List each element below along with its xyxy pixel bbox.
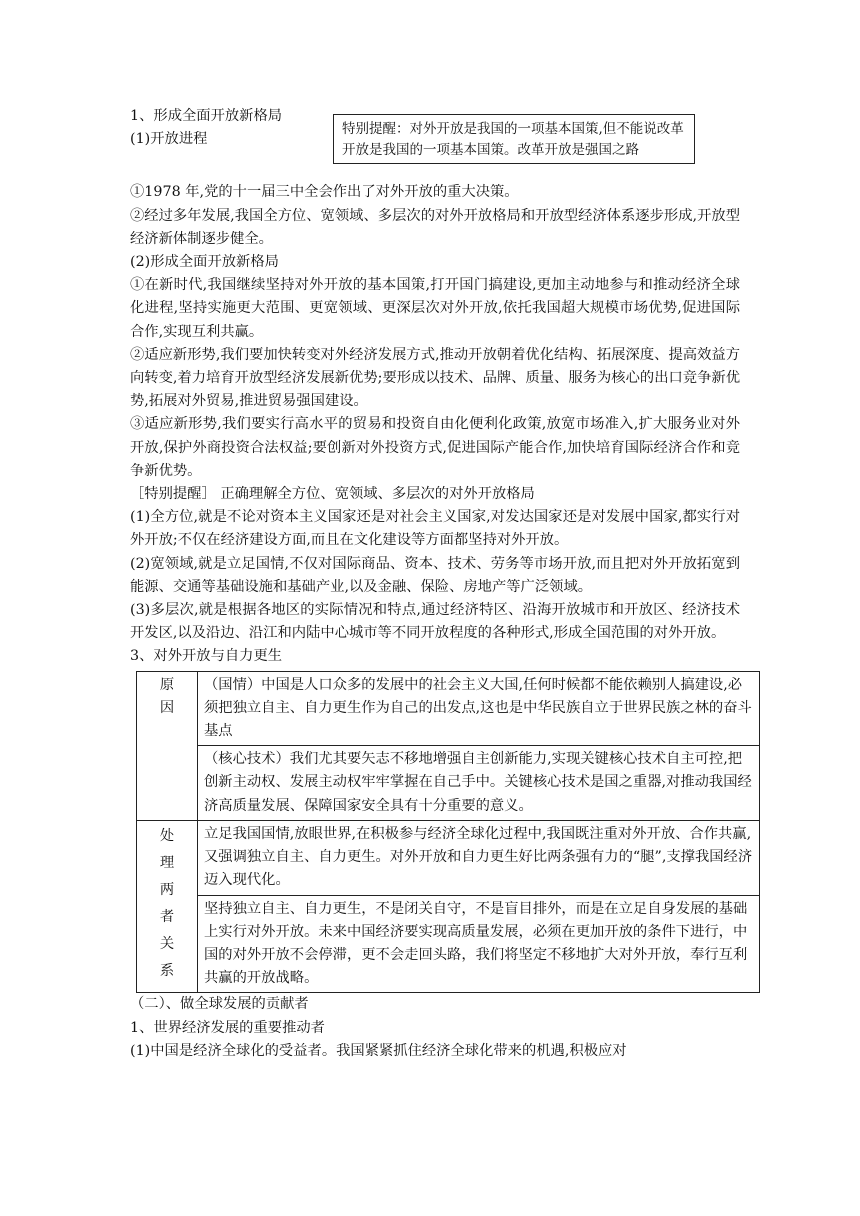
table-row bbox=[137, 820, 760, 895]
section-heading-3: 3、对外开放与自力更生 bbox=[130, 648, 283, 665]
section-heading-1: 1、形成全面开放新格局 bbox=[130, 108, 283, 124]
paragraph: ③适应新形势,我们要实行高水平的贸易和投资自由化便利化政策,放宽市场准入,扩大服务业对外开放,保护外商投资合法权益;要创新对外投资方式,促进国际产能合作,加快培育国际经济合作和竞争新优势。 bbox=[130, 416, 740, 479]
table-row bbox=[137, 746, 760, 821]
paragraph: ①1978 年,党的十一届三中全会作出了对外开放的重大决策。 bbox=[130, 184, 519, 201]
table-cell: （核心技术）我们尤其要矢志不移地增强自主创新能力,实现关键核心技术自主可控,把创新主动权、发展主动权牢牢掌握在自己手中。关键核心技术是国之重器,对推动我国经济高质量发展、保障国家安全具有十分重要的意义。 bbox=[198, 746, 760, 821]
table-cell: （国情）中国是人口众多的发展中的社会主义大国,任何时候都不能依赖别人搞建设,必须把独立自主、自力更生作为自己的出发点,这也是中华民族自立于世界民族之林的奋斗基点 bbox=[198, 671, 760, 746]
special-reminder-text: 特别提醒：对外开放是我国的一项基本国策,但不能说改革开放是我国的一项基本国策。改革开放是强国之路 bbox=[342, 121, 684, 158]
subheading: (2)形成全面开放新格局 bbox=[130, 254, 279, 271]
subheading: 1、世界经济发展的重要推动者 bbox=[130, 1019, 325, 1036]
paragraph: ②经过多年发展,我国全方位、宽领域、多层次的对外开放格局和开放型经济体系逐步形成,开放型经济新体制逐步健全。 bbox=[130, 207, 740, 247]
table-cell: 坚持独立自主、自力更生，不是闭关自守，不是盲目排外，而是在立足自身发展的基础上实行对外开放。未来中国经济要实现高质量发展，必须在更加开放的条件下进行，中国的对外开放不会停滞，更不会走回头路，我们将坚定不移地扩大对外开放，奉行互利共赢的开放战略。 bbox=[198, 895, 760, 993]
special-reminder-heading: ［特别提醒］ 正确理解全方位、宽领域、多层次的对外开放格局 bbox=[130, 486, 535, 503]
paragraph: (2)宽领域,就是立足国情,不仅对国际商品、资本、技术、劳务等市场开放,而且把对外开放拓宽到能源、交通等基础设施和基础产业,以及金融、保险、房地产等广泛领域。 bbox=[130, 555, 740, 595]
opening-selfreliance-table bbox=[136, 671, 760, 994]
paragraph: ①在新时代,我国继续坚持对外开放的基本国策,打开国门搞建设,更加主动地参与和推动经济全球化进程,坚持实施更大范围、更宽领域、更深层次对外开放,依托我国超大规模市场优势,促进国际合作,实现互利共赢。 bbox=[130, 277, 740, 340]
paragraph: ②适应新形势,我们要加快转变对外经济发展方式,推动开放朝着优化结构、拓展深度、提高效益方向转变,着力培育开放型经济发展新优势;要形成以技术、品牌、质量、服务为核心的出口竞争新优势,拓展对外贸易,推进贸易强国建设。 bbox=[130, 346, 740, 410]
table-cell: 立足我国国情,放眼世界,在积极参与经济全球化过程中,我国既注重对外开放、合作共赢,又强调独立自主、自力更生。对外开放和自力更生好比两条强有力的“腿”,支撑我国经济迈入现代化。 bbox=[198, 820, 760, 895]
paragraph: (3)多层次,就是根据各地区的实际情况和特点,通过经济特区、沿海开放城市和开放区、经济技术开发区,以及沿边、沿江和内陆中心城市等不同开放程度的各种形式,形成全国范围的对外开放。 bbox=[130, 602, 740, 642]
table-row bbox=[137, 671, 760, 746]
reason-label: 原因 bbox=[159, 676, 175, 716]
section-heading-2: （二）、做全球发展的贡献者 bbox=[130, 996, 309, 1013]
subheading-opening-process: (1)开放进程 bbox=[130, 131, 208, 148]
handle-label: 处理两者关系 bbox=[159, 827, 175, 979]
handle-label-cell bbox=[137, 820, 198, 992]
paragraph: (1)全方位,就是不论对资本主义国家还是对社会主义国家,对发达国家还是对发展中国家,都实行对外开放;不仅在经济建设方面,而且在文化建设等方面都坚持对外开放。 bbox=[130, 509, 740, 549]
document-body bbox=[130, 105, 753, 1063]
reason-label-cell bbox=[137, 671, 198, 820]
table-row bbox=[137, 895, 760, 993]
paragraph: (1)中国是经济全球化的受益者。我国紧紧抓住经济全球化带来的机遇,积极应对 bbox=[130, 1042, 627, 1059]
